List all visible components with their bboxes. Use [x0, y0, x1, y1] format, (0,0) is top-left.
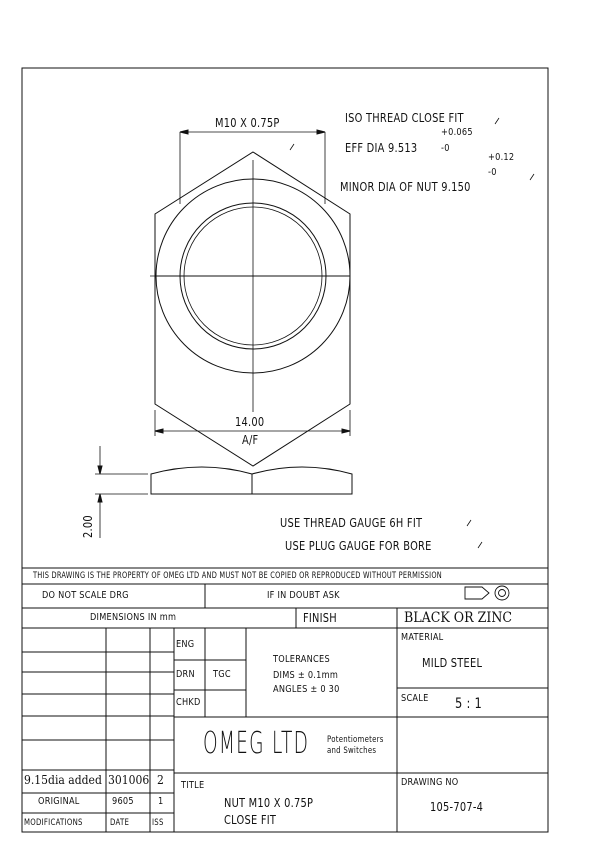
- title-label: TITLE: [181, 780, 205, 791]
- minor-tol-minus: -0: [488, 167, 497, 178]
- drawing-no: 105-707-4: [430, 800, 484, 814]
- tol-angles: ANGLES ± 0 30: [273, 684, 340, 695]
- title-line1: NUT M10 X 0.75P: [224, 796, 314, 810]
- eff-tol-plus: +0.065: [441, 127, 473, 138]
- taper-symbol: [465, 587, 489, 599]
- iso-fit-note: ISO THREAD CLOSE FIT: [345, 111, 464, 125]
- eng-label: ENG: [176, 639, 195, 650]
- chkd-label: CHKD: [176, 697, 201, 708]
- company-sub1: Potentiometers: [327, 735, 384, 745]
- scale-value: 5 : 1: [455, 696, 483, 712]
- finish-label: FINISH: [303, 611, 337, 625]
- concentric-symbol-outer: [495, 586, 509, 600]
- drawing-no-label: DRAWING NO: [401, 777, 459, 788]
- material-label: MATERIAL: [401, 632, 444, 643]
- minor-tol-plus: +0.12: [488, 152, 515, 163]
- iss-header: ISS: [152, 818, 164, 828]
- company-sub2: and Switches: [327, 746, 377, 756]
- finish-value: BLACK OR ZINC: [404, 610, 513, 626]
- mod-row-1-text: 9.15dia added: [24, 773, 102, 787]
- tolerances-label: TOLERANCES: [273, 654, 330, 665]
- company-logo: OMEG LTD: [203, 726, 310, 761]
- do-not-scale: DO NOT SCALE DRG: [42, 590, 129, 601]
- tol-dims: DIMS ± 0.1mm: [273, 670, 339, 681]
- mod-row-2-date: 9605: [112, 796, 134, 807]
- scale-label: SCALE: [401, 693, 429, 704]
- thread-spec: M10 X 0.75P: [215, 116, 280, 130]
- eff-tol-minus: -0: [441, 143, 450, 154]
- af-value: 14.00: [235, 415, 265, 429]
- title-line2: CLOSE FIT: [224, 813, 277, 827]
- eff-dia-label: EFF DIA 9.513: [345, 141, 418, 155]
- material-value: MILD STEEL: [422, 656, 483, 670]
- minor-dia-label: MINOR DIA OF NUT 9.150: [340, 180, 471, 194]
- date-header: DATE: [110, 818, 130, 828]
- mod-header: MODIFICATIONS: [24, 818, 83, 828]
- drn-value: TGC: [213, 669, 231, 680]
- concentric-symbol-inner: [499, 590, 506, 597]
- thickness-dim: 2.00: [81, 515, 95, 538]
- mod-row-2-text: ORIGINAL: [38, 796, 80, 807]
- dimensions-note: DIMENSIONS IN mm: [90, 612, 177, 623]
- mod-row-1-iss: 2: [157, 773, 164, 787]
- if-in-doubt: IF IN DOUBT ASK: [267, 590, 340, 601]
- thread-gauge-note: USE THREAD GAUGE 6H FIT: [280, 516, 423, 530]
- property-notice: THIS DRAWING IS THE PROPERTY OF OMEG LTD AND MUST NOT BE COPIED OR REPRODUCED WITHOUT PERMISSION: [33, 571, 442, 581]
- drn-label: DRN: [176, 669, 195, 680]
- mod-row-2-iss: 1: [158, 796, 164, 807]
- mod-row-1-date: 301006: [108, 773, 150, 787]
- af-label: A/F: [242, 433, 259, 447]
- plug-gauge-note: USE PLUG GAUGE FOR BORE: [285, 539, 432, 553]
